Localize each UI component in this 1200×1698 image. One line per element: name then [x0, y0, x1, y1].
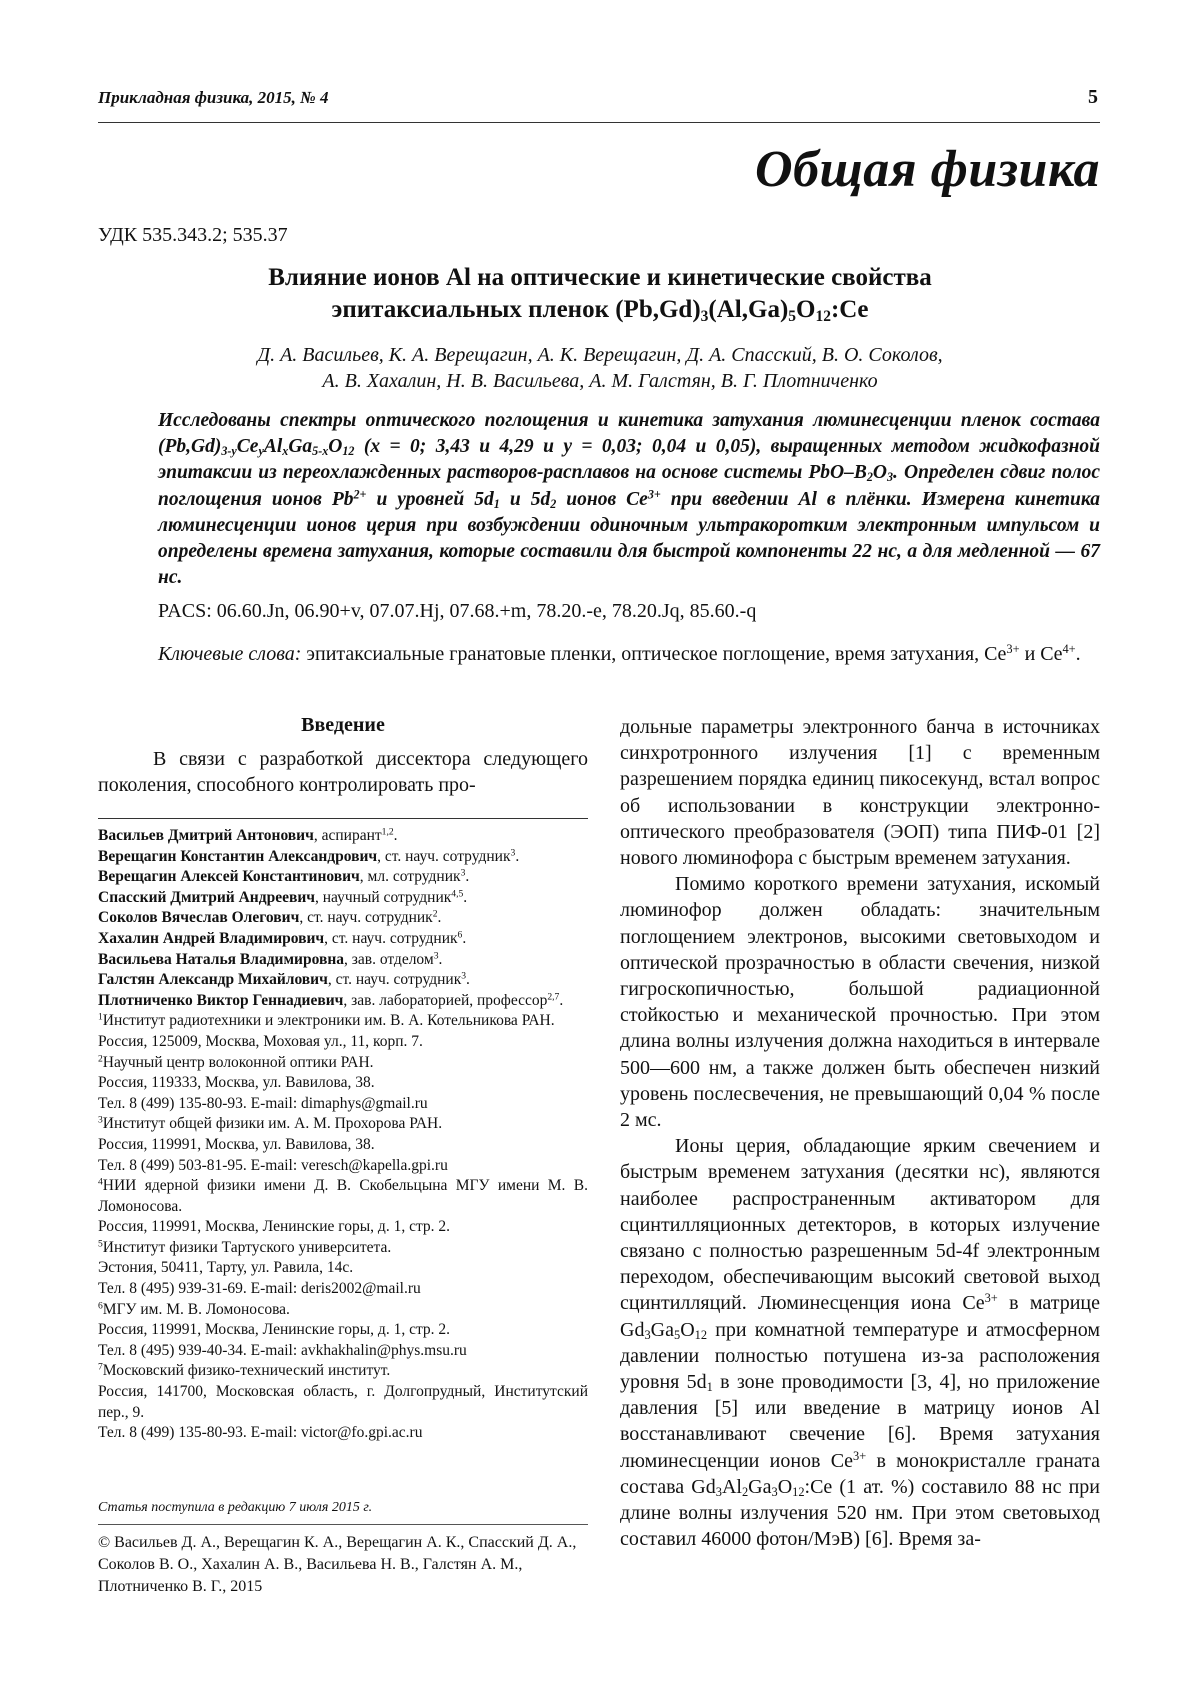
page-number: 5: [1088, 86, 1098, 108]
affil-contact: Тел. 8 (495) 939-40-34. E-mail: avkhakhalin@phys.msu.ru: [98, 1341, 467, 1359]
keywords: Ключевые слова: эпитаксиальные гранатовые пленки, оптическое поглощение, время затухания, $Ce^{3+}$ и $Ce^{4+}$.: [158, 642, 1081, 665]
affil-author: Соколов Вячеслав Олегович, ст. науч. сотрудник$^2$.: [98, 909, 442, 927]
affil-institute: $^2$Научный центр волоконной оптики РАН.: [98, 1053, 374, 1071]
copyright-notice: © Васильев Д. А., Верещагин К. А., Верещагин А. К., Спасский Д. А., Соколов В. О., Хахалин А. В., Васильева Н. В., Галстян А. М., Плотниченко В. Г., 2015: [98, 1534, 577, 1595]
received-date: Статья поступила в редакцию 7 июля 2015 г.: [98, 1500, 373, 1515]
affil-institute: $^3$Институт общей физики им. А. М. Прохорова РАН.: [98, 1115, 443, 1133]
affil-address: Россия, 119991, Москва, Ленинские горы, д. 1, стр. 2.: [98, 1321, 451, 1339]
affil-author: Верещагин Алексей Константинович, мл. сотрудник$^3$.: [98, 867, 470, 886]
introduction-text: В связи с разработкой диссектора следующего поколения, способного контролировать про-: [98, 748, 588, 796]
copyright-rule: [98, 1524, 588, 1525]
affil-institute: $^5$Институт физики Тартуского университета.: [98, 1238, 392, 1256]
body-right-column: [620, 714, 1100, 1553]
title-line-2: эпитаксиальных пленок $(Pb,Gd)_3(Al,Ga)_5O_{12}:Ce$: [331, 296, 869, 325]
affil-author: Верещагин Константин Александрович, ст. науч. сотрудник$^3$.: [98, 847, 520, 865]
header-rule: [98, 122, 1100, 123]
affil-author: Плотниченко Виктор Геннадиевич, зав. лабораторией, профессор$^{2,7}$.: [98, 991, 564, 1009]
affil-author: Васильев Дмитрий Антонович, аспирант$^{1,2}$.: [98, 826, 398, 844]
affil-author: Галстян Александр Михайлович, ст. науч. сотрудник$^3$.: [98, 970, 470, 989]
footnote-rule: [98, 818, 588, 819]
affil-address: Россия, 125009, Москва, Моховая ул., 11, корп. 7.: [98, 1032, 423, 1050]
affil-address: Россия, 119333, Москва, ул. Вавилова, 38.: [98, 1074, 375, 1092]
body-paragraph: Ионы церия, обладающие ярким свечением и быстрым временем затухания (десятки нс), являются наиболее распространенным активатором для сцинтилляционных детекторов, в которых излучение связано с полностью разрешенным 5d-4f электронным переходом, обеспечивающим высокий световой выход сцинтилляций. Люминесценция иона $Ce^{3+}$ в матрице $Gd_3Ga_5O_{12}$ при комнатной температуре и атмосферном давлении полностью потушена из-за расположения уровня $5d_1$ в зоне проводимости [3, 4], но приложение давления [5] или введение в матрицу ионов Al восстанавливают свечение [6]. Время затухания люминесценции ионов $Ce^{3+}$ в монокристалле граната состава $Gd_3Al_2Ga_3O_{12}:Ce$ (1 ат. %) составило 88 нс при длине волны излучения 520 нм. При этом световыход составил 46000 фотон/МэВ) [6]. Время за-: [620, 1135, 1101, 1551]
section-title: Общая физика: [754, 141, 1100, 198]
affil-address: Россия, 141700, Московская область, г. Долгопрудный, Институтский пер., 9.: [98, 1383, 588, 1421]
pacs-codes: PACS: 06.60.Jn, 06.90+v, 07.07.Hj, 07.68.+m, 78.20.-e, 78.20.Jq, 85.60.-q: [158, 600, 757, 622]
article-title: [120, 262, 1080, 326]
affil-institute: $^1$Институт радиотехники и электроники им. В. А. Котельникова РАН.: [98, 1012, 555, 1030]
udk-code: УДК 535.343.2; 535.37: [98, 224, 288, 246]
running-head: Прикладная физика, 2015, № 4: [98, 88, 329, 107]
affil-address: Эстония, 50411, Тарту, ул. Равила, 14с.: [98, 1259, 354, 1277]
body-paragraph: дольные параметры электронного банча в источниках синхротронного излучения [1] с временным разрешением порядка единиц пикосекунд, встал вопрос об использовании в конструкции электронно-оптического преобразователя (ЭОП) типа ПИФ-01 [2] нового люминофора с быстрым временем затухания.: [620, 716, 1100, 870]
title-line-1: Влияние ионов Al на оптические и кинетические свойства: [268, 264, 932, 291]
affil-address: Россия, 119991, Москва, Ленинские горы, д. 1, стр. 2.: [98, 1218, 451, 1236]
affil-contact: Тел. 8 (495) 939-31-69. E-mail: deris2002@mail.ru: [98, 1280, 421, 1298]
affil-author: Спасский Дмитрий Андреевич, научный сотрудник$^{4,5}$.: [98, 888, 468, 906]
affil-institute: $^7$Московский физико-технический институт.: [98, 1362, 391, 1380]
affil-author: Васильева Наталья Владимировна, зав. отделом$^3$.: [98, 950, 443, 968]
author-affiliations: [98, 826, 588, 1444]
affil-address: Россия, 119991, Москва, ул. Вавилова, 38.: [98, 1135, 375, 1153]
body-paragraph: Помимо короткого времени затухания, искомый люминофор должен обладать: значительным поглощением электронов, высокими световыходом и оптической прозрачностью в области свечения, низкой гигроскопичностью, большой радиационной стойкостью и механической прочностью. При этом длина волны излучения должна находиться в интервале 500—600 нм, а также должен быть обеспечен низкий уровень послесвечения, не превышающий 0,04 % после 2 мс.: [620, 873, 1100, 1132]
abstract: Исследованы спектры оптического поглощения и кинетика затухания люминесценции пленок состава $(Pb,Gd)_{3-y}Ce_yAl_xGa_{5-x}O_{12}$ (x = 0; 3,43 и 4,29 и y = 0,03; 0,04 и 0,05), выращенных методом жидкофазной эпитаксии из переохлажденных растворов-расплавов на основе системы PbO–$B_2O_3$. Определен сдвиг полос поглощения ионов $Pb^{2+}$ и уровней $5d_1$ и $5d_2$ ионов $Ce^{3+}$ при введении Al в плёнки. Измерена кинетика люминесценции ионов церия при возбуждении одиночным ультракоротким электронным импульсом и определены времена затухания, которые составили для быстрой компоненты 22 нс, а для медленной — 67 нс.: [158, 410, 1101, 589]
keywords-label: Ключевые слова:: [158, 643, 302, 665]
affil-author: Хахалин Андрей Владимирович, ст. науч. сотрудник$^6$.: [98, 929, 467, 947]
author-list: [120, 342, 1080, 394]
affil-contact: Тел. 8 (499) 135-80-93. E-mail: dimaphys@gmail.ru: [98, 1094, 428, 1112]
affil-institute: $^6$МГУ им. М. В. Ломоносова.: [98, 1300, 290, 1318]
authors-line-2: А. В. Хахалин, Н. В. Васильева, А. М. Галстян, В. Г. Плотниченко: [322, 370, 878, 392]
affil-institute: $^4$НИИ ядерной физики имени Д. В. Скобельцына МГУ имени М. В. Ломоносова.: [98, 1176, 588, 1215]
affil-contact: Тел. 8 (499) 503-81-95. E-mail: veresch@kapella.gpi.ru: [98, 1156, 448, 1174]
authors-line-1: Д. А. Васильев, К. А. Верещагин, А. К. Верещагин, Д. А. Спасский, В. О. Соколов,: [257, 344, 943, 366]
affil-contact: Тел. 8 (499) 135-80-93. E-mail: victor@fo.gpi.ac.ru: [98, 1424, 423, 1442]
introduction-heading: Введение: [301, 714, 385, 736]
